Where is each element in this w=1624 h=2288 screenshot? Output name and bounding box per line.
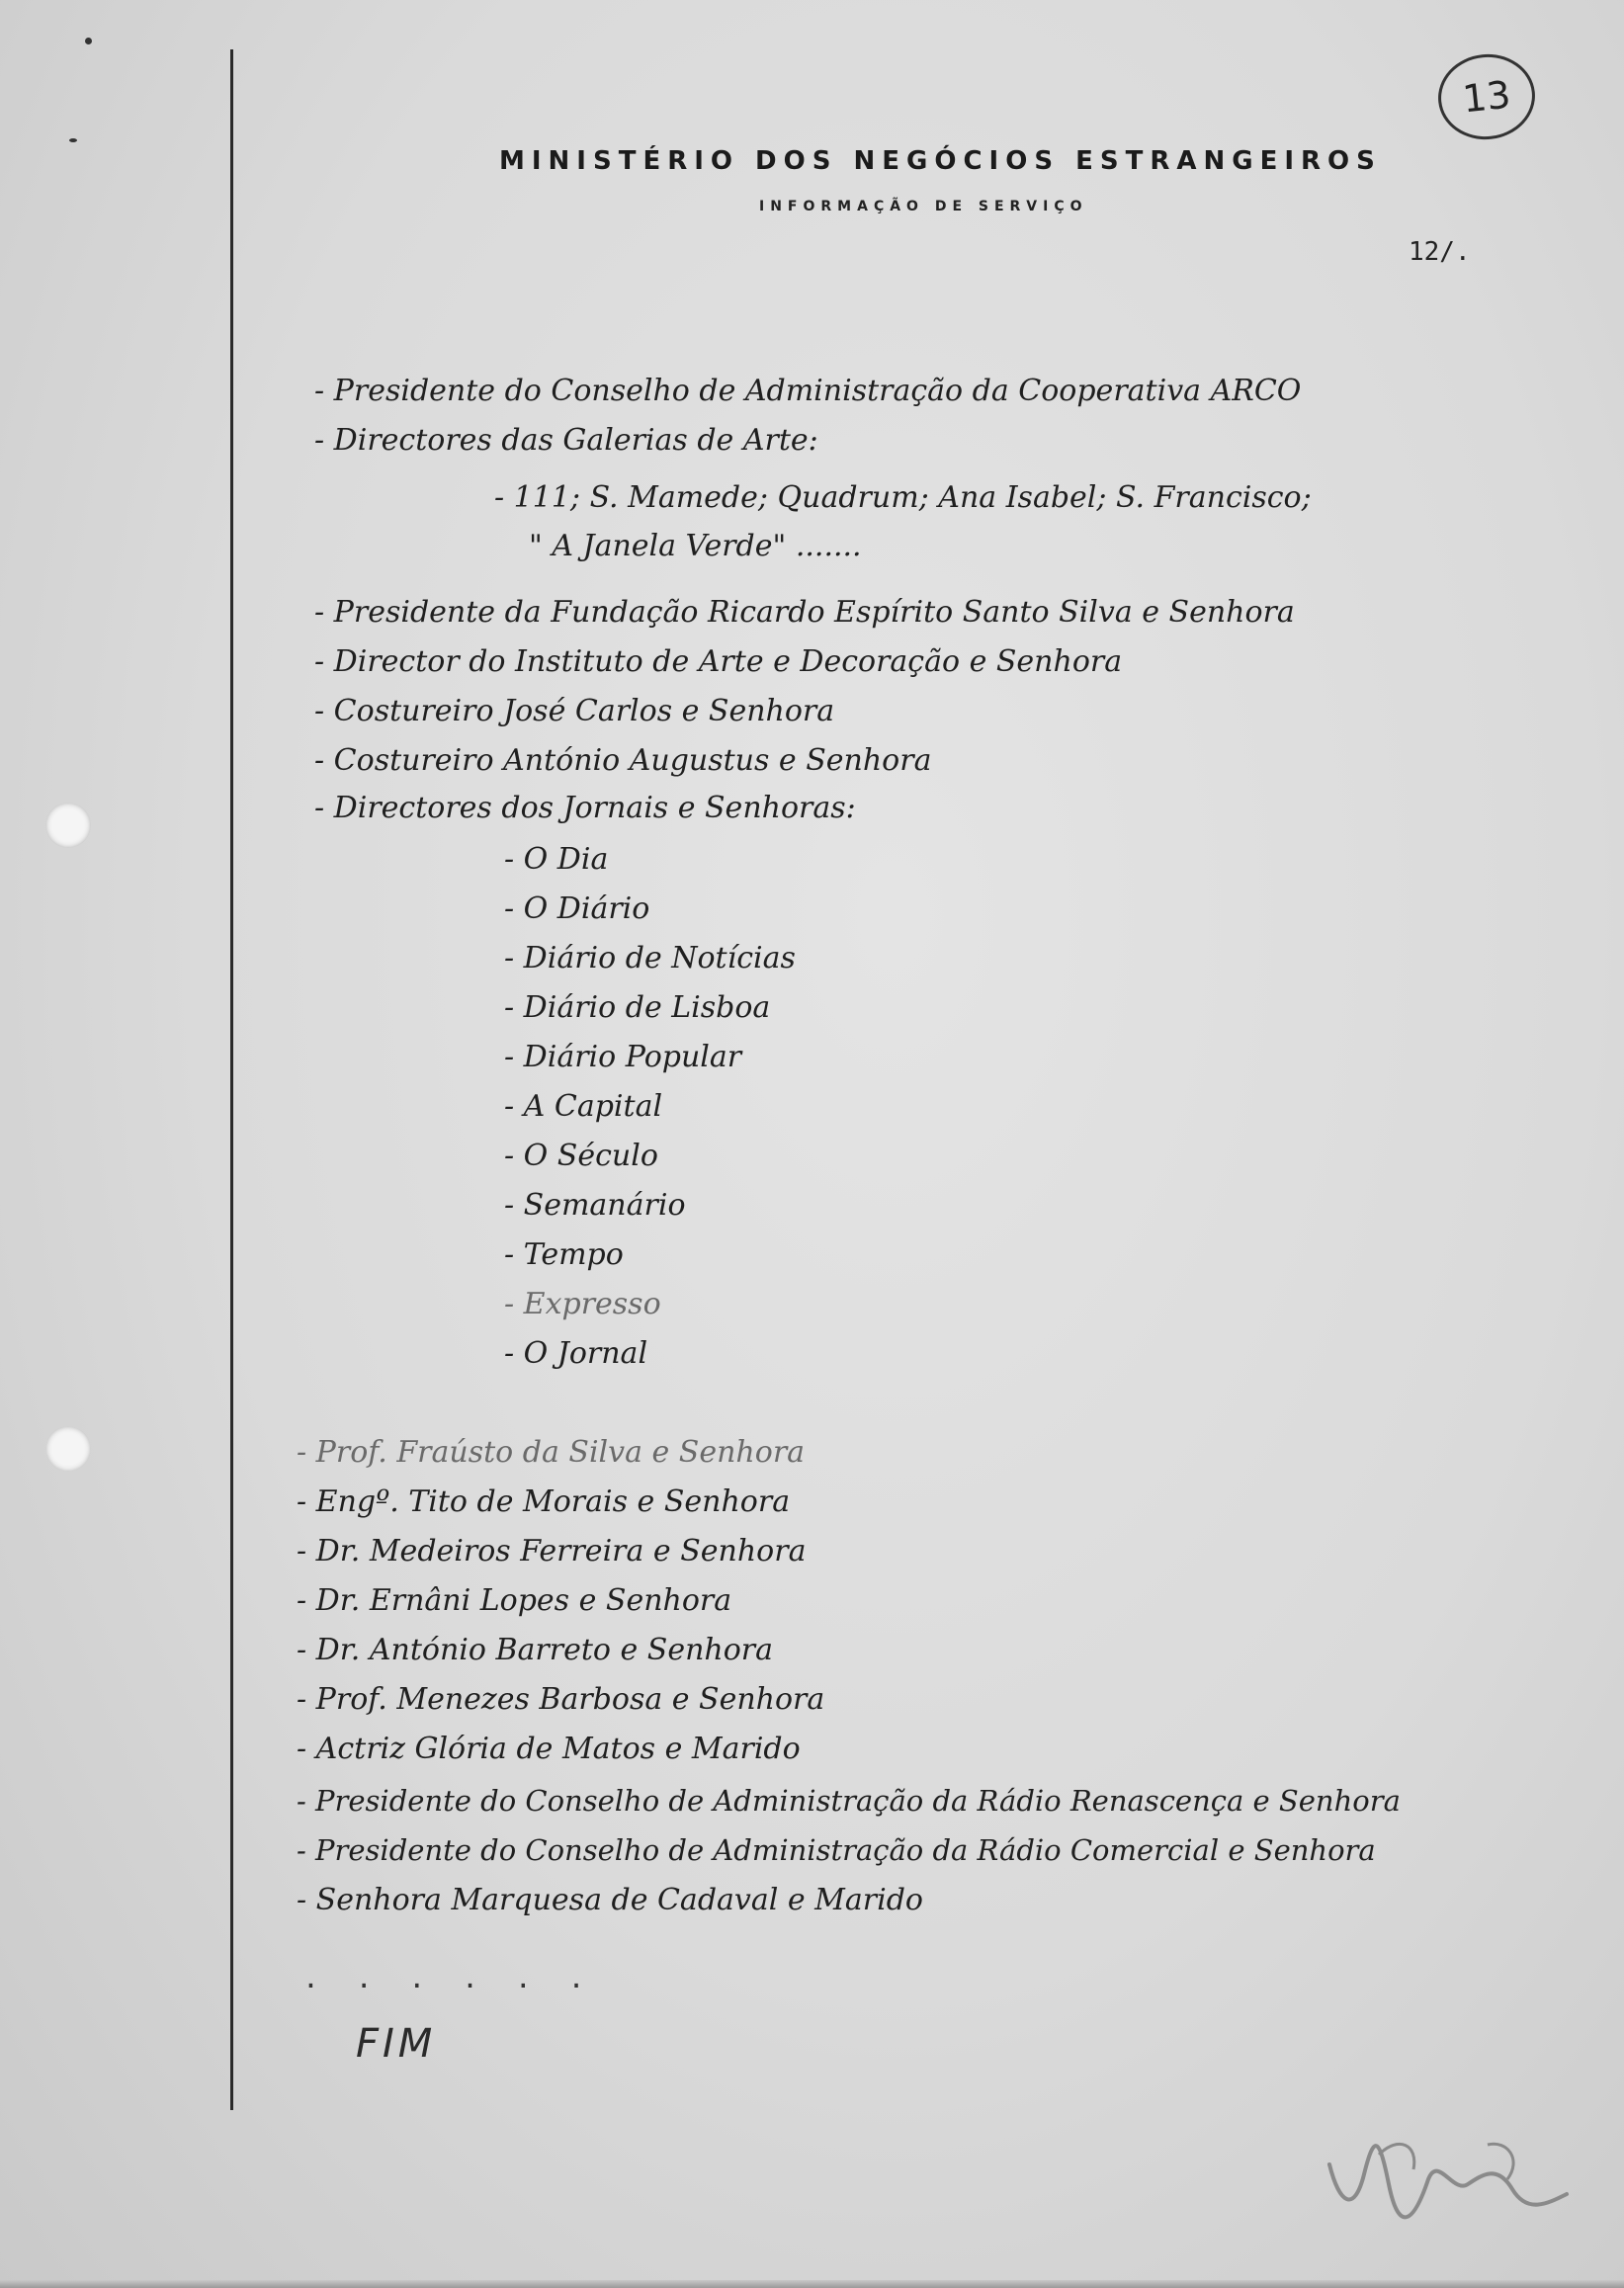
list-item: - Diário de Lisboa bbox=[504, 990, 771, 1025]
list-item: - Actriz Glória de Matos e Marido bbox=[297, 1732, 801, 1766]
punch-hole-top bbox=[45, 803, 91, 848]
margin-rule bbox=[230, 49, 233, 2110]
list-item: - O Dia bbox=[504, 842, 609, 877]
signature bbox=[1320, 2125, 1577, 2234]
list-item: - Costureiro António Augustus e Senhora bbox=[314, 743, 932, 778]
end-mark: FIM bbox=[356, 2021, 437, 2067]
letterhead-subtitle: INFORMAÇÃO DE SERVIÇO bbox=[759, 199, 1088, 214]
letterhead-title: MINISTÉRIO DOS NEGÓCIOS ESTRANGEIROS bbox=[499, 146, 1382, 176]
list-item: - Presidente do Conselho de Administração da Rádio Comercial e Senhora bbox=[297, 1833, 1376, 1867]
list-item: - Prof. Fraústo da Silva e Senhora bbox=[297, 1435, 806, 1470]
list-item: - Diário Popular bbox=[504, 1040, 742, 1074]
list-item: - Dr. Ernâni Lopes e Senhora bbox=[297, 1583, 732, 1618]
ink-speck bbox=[69, 138, 77, 142]
list-item: - Expresso bbox=[504, 1287, 661, 1321]
list-item: " A Janela Verde" ....... bbox=[529, 529, 862, 563]
list-item: - Presidente do Conselho de Administração da Cooperativa ARCO bbox=[314, 374, 1302, 408]
list-item: - O Século bbox=[504, 1139, 658, 1173]
folio-stamp: 13 bbox=[1434, 49, 1539, 144]
list-item: - Tempo bbox=[504, 1237, 624, 1272]
list-item: - Dr. Medeiros Ferreira e Senhora bbox=[297, 1534, 807, 1568]
list-item: - Presidente do Conselho de Administração da Rádio Renascença e Senhora bbox=[297, 1784, 1401, 1818]
list-item: - Costureiro José Carlos e Senhora bbox=[314, 694, 835, 728]
list-item: - Semanário bbox=[504, 1188, 686, 1223]
list-item: - Directores dos Jornais e Senhoras: bbox=[314, 791, 856, 825]
list-item: - Senhora Marquesa de Cadaval e Marido bbox=[297, 1883, 923, 1917]
list-item: - Directores das Galerias de Arte: bbox=[314, 423, 818, 458]
list-item: - Prof. Menezes Barbosa e Senhora bbox=[297, 1682, 825, 1717]
list-item: - O Diário bbox=[504, 891, 650, 926]
list-item: - Director do Instituto de Arte e Decoração e Senhora bbox=[314, 644, 1123, 679]
list-item: - Presidente da Fundação Ricardo Espírito Santo Silva e Senhora bbox=[314, 595, 1295, 630]
list-item: - Engº. Tito de Morais e Senhora bbox=[297, 1484, 791, 1519]
list-item: - Diário de Notícias bbox=[504, 941, 796, 975]
list-item: - 111; S. Mamede; Quadrum; Ana Isabel; S. Francisco; bbox=[494, 480, 1312, 515]
list-item: - A Capital bbox=[504, 1089, 663, 1124]
list-item: - O Jornal bbox=[504, 1336, 648, 1371]
page-number: 12/. bbox=[1409, 237, 1471, 267]
list-item: - Dr. António Barreto e Senhora bbox=[297, 1633, 774, 1667]
ink-speck bbox=[85, 38, 92, 44]
ellipsis: . . . . . . bbox=[302, 1962, 595, 1994]
punch-hole-bottom bbox=[45, 1426, 91, 1472]
page-bottom-edge bbox=[0, 2280, 1624, 2288]
